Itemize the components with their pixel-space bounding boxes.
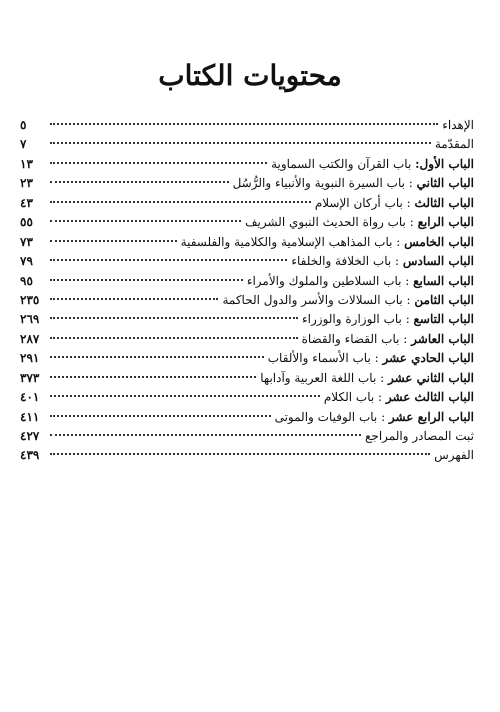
toc-entry: [20, 427, 474, 446]
toc-entry-label: [291, 252, 474, 271]
toc-entry-label: [434, 446, 474, 465]
toc-entry-chapter: الباب الأول:: [415, 156, 474, 171]
toc-entry-label: [315, 194, 474, 213]
toc-entry-label: [271, 155, 474, 174]
dot-leader: [50, 376, 256, 378]
toc-entry-chapter: الباب الرابع عشر: [388, 409, 474, 424]
dot-leader: [50, 181, 229, 183]
dot-leader: [50, 162, 267, 164]
toc-entry-title: : باب اللغة العربية وآدابها: [260, 370, 388, 385]
toc-entry-title: : باب المذاهب الإسلامية والكلامية والفلسفية: [180, 234, 405, 249]
toc-page-number: ٢٦٩: [20, 312, 40, 327]
toc-entry: [20, 446, 474, 465]
toc-entry-label: [268, 349, 474, 368]
toc-entry-title: الفهرس: [434, 448, 474, 463]
toc-page-number: ٩٥: [20, 273, 33, 288]
page-title: محتويات الكتاب: [158, 59, 342, 92]
toc-entry-title: : باب القضاء والقضاة: [301, 331, 412, 346]
toc-entry: [20, 349, 474, 368]
toc-entry-chapter: الباب الرابع: [417, 215, 474, 230]
toc-entry: [20, 135, 474, 154]
toc-entry: [20, 116, 474, 135]
toc-page-number: ٥: [20, 118, 27, 132]
toc-entry: [20, 233, 474, 252]
toc-entry-title: المقدّمة: [434, 137, 474, 152]
toc-entry-title: : باب رواة الحديث النبوي الشريف: [245, 215, 418, 230]
dot-leader: [50, 259, 287, 261]
dot-leader: [50, 240, 177, 242]
toc-page-number: ٢٣٥: [20, 292, 40, 307]
toc-entry: [20, 213, 474, 232]
toc-page-number: ٣٧٣: [20, 370, 40, 385]
toc-entry-label: [324, 388, 474, 407]
toc-entry-title: : باب الخلافة والخلفاء: [291, 254, 403, 269]
dot-leader: [50, 356, 264, 358]
toc-page-number: ٤١١: [20, 409, 40, 424]
toc-entry-chapter: الباب الحادي عشر: [382, 351, 474, 366]
toc-page-number: ٤٣٩: [20, 448, 40, 463]
toc-entry-title: : باب الوفيات والموتى: [274, 409, 389, 424]
toc-entry-label: [435, 135, 474, 154]
toc-page-number: ٤٢٧: [20, 429, 40, 443]
toc-entry: [20, 155, 474, 174]
toc-entry-chapter: الباب السادس: [402, 254, 474, 269]
dot-leader: [50, 337, 298, 339]
toc-page-number: ٢٨٧: [20, 331, 40, 346]
toc-page-number: ٧: [20, 137, 27, 152]
toc-entry-title: : باب السلاطين والملوك والأمراء: [246, 273, 414, 288]
toc-page-number: ٢٣: [20, 176, 33, 191]
toc-entry-title: : باب أركان الإسلام: [314, 195, 415, 210]
toc-page-number: ٧٩: [20, 254, 33, 269]
toc-entry-chapter: الباب السابع: [413, 273, 474, 288]
toc-entry-title: : باب السلالات والأسر والدول الحاكمة: [222, 292, 415, 307]
toc-entry: [20, 291, 474, 310]
toc-entry-chapter: الباب العاشر: [411, 331, 474, 346]
toc-entry-chapter: الباب الثالث: [414, 195, 474, 210]
toc-entry-title: : باب السيرة النبوية والأنبياء والرُّسُل: [232, 176, 417, 191]
toc-entry-label: [247, 272, 474, 291]
dot-leader: [50, 279, 243, 281]
toc-entry-label: [302, 310, 474, 329]
dot-leader: [50, 220, 241, 222]
toc-entry-label: [442, 116, 474, 135]
dot-leader: [50, 434, 361, 436]
toc-entry-title: : باب الكلام: [323, 390, 386, 405]
toc-entry-chapter: الباب الثالث عشر: [385, 390, 474, 405]
toc-entry: [20, 252, 474, 271]
toc-entry: [20, 272, 474, 291]
toc-page-number: ٧٣: [20, 234, 33, 249]
toc-entry-chapter: الباب الثامن: [414, 292, 474, 307]
dot-leader: [50, 395, 320, 397]
toc-entry-chapter: الباب الثاني عشر: [387, 370, 474, 385]
toc-entry-title: باب القرآن والكتب السماوية: [271, 156, 416, 171]
toc-entry: [20, 369, 474, 388]
dot-leader: [50, 298, 218, 300]
dot-leader: [50, 453, 430, 455]
toc-entry-title: : باب الوزارة والوزراء: [302, 312, 414, 327]
toc-page-number: ٤٣: [20, 195, 33, 210]
toc-entry-chapter: الباب الثاني: [416, 176, 474, 191]
toc-entry-label: [302, 330, 474, 349]
toc-entry-chapter: الباب الخامس: [404, 234, 474, 249]
toc-page-number: ٤٠١: [20, 390, 40, 405]
toc-entry-title: الإهداء: [442, 118, 474, 132]
dot-leader: [50, 415, 271, 417]
toc-entry: [20, 310, 474, 329]
toc-entry-chapter: الباب التاسع: [413, 312, 474, 327]
toc-entry-label: [181, 233, 474, 252]
toc-entry: [20, 174, 474, 193]
toc-entry: [20, 330, 474, 349]
toc-page-number: ٥٥: [20, 215, 33, 230]
toc-entry: [20, 388, 474, 407]
toc-entry-label: [245, 213, 474, 232]
toc-entry-label: [365, 427, 474, 446]
toc-entry-label: [260, 369, 474, 388]
toc-page-number: ٢٩١: [20, 351, 40, 366]
dot-leader: [50, 142, 431, 144]
toc-page-number: ١٣: [20, 156, 33, 171]
toc-entry-label: [275, 408, 474, 427]
toc-entry-title: : باب الأسماء والألقاب: [267, 351, 383, 366]
table-of-contents: [20, 116, 474, 466]
toc-entry-label: [222, 291, 474, 310]
toc-entry-title: ثبت المصادر والمراجع: [365, 429, 474, 443]
toc-entry-label: [233, 174, 474, 193]
dot-leader: [50, 201, 311, 203]
toc-entry: [20, 194, 474, 213]
dot-leader: [50, 123, 438, 125]
dot-leader: [50, 317, 298, 319]
toc-entry: [20, 408, 474, 427]
